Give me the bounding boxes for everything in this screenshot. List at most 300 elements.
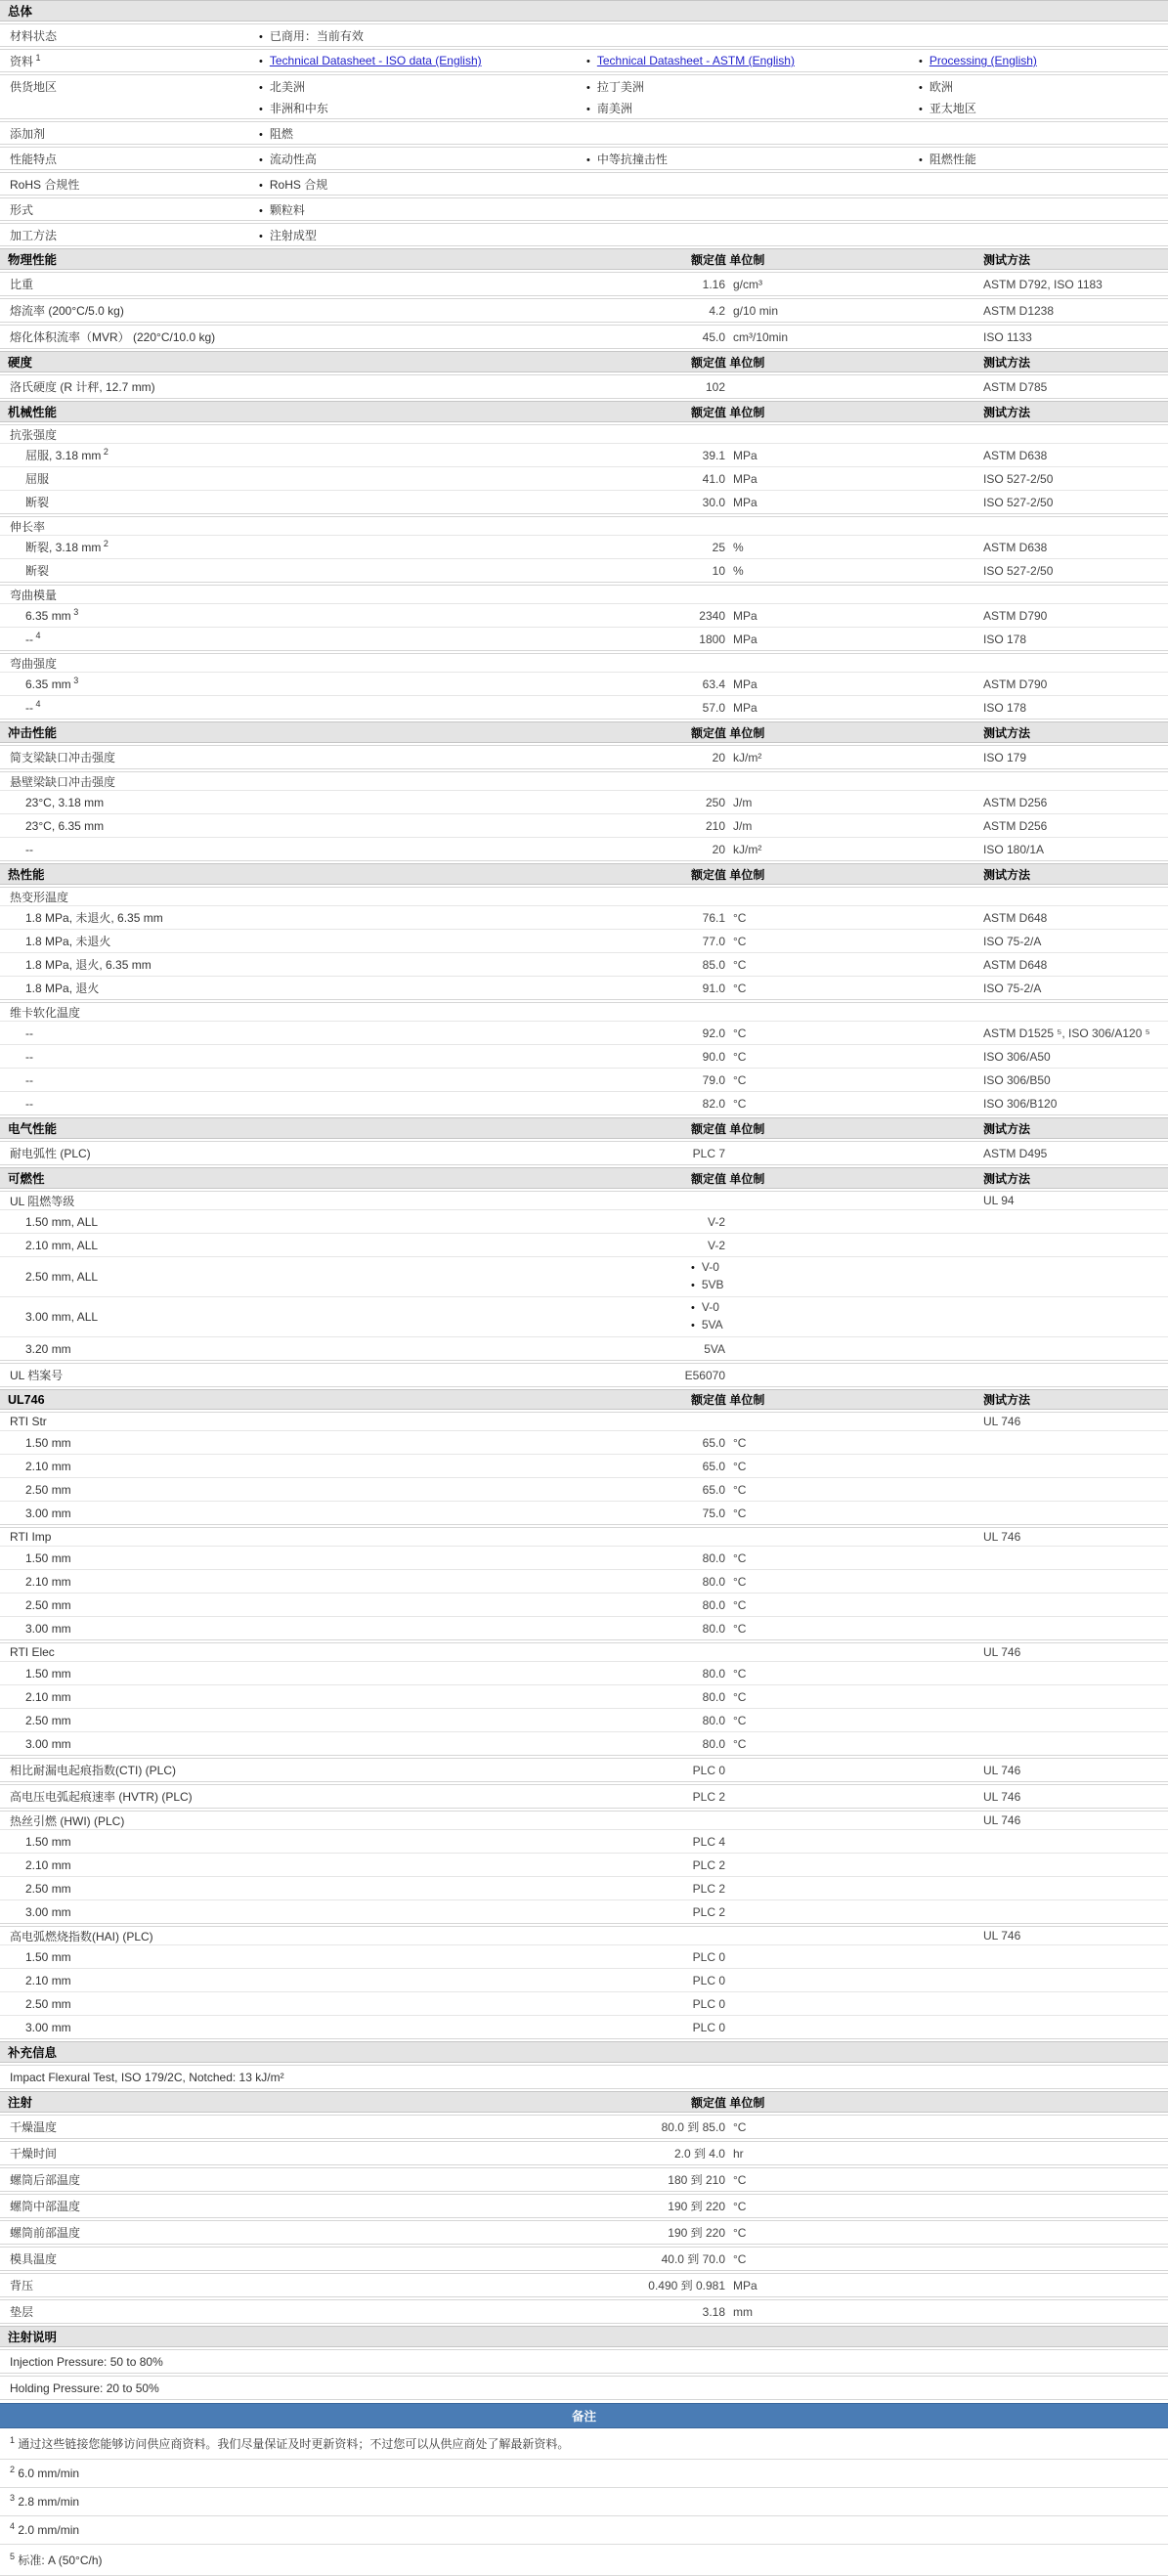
property-block [0,2273,1168,2297]
section-header [0,2326,1168,2347]
section-header [0,863,1168,885]
column-caption-test: 测试方法 [983,1171,1031,1186]
property-unit: °C [733,1666,747,1681]
property-row [0,2221,1168,2244]
property-label: 1.50 mm [25,1949,71,1964]
property-row [0,1477,1168,1501]
property-unit: °C [733,1713,747,1727]
general-item [249,100,577,116]
property-label-cell [0,2145,594,2161]
general-item-label: 非洲和中东 [269,101,328,115]
section-title: 物理性能 [8,253,58,267]
property-value: 80.0 [702,1621,725,1636]
property-row [0,2015,1168,2038]
value-list [594,1297,725,1336]
footnote-marker: 3 [10,2493,16,2503]
group-label-cell [0,1928,594,1944]
property-label-cell [0,1506,594,1520]
property-unit: °C [733,2199,747,2213]
property-value: 39.1 [702,448,725,462]
general-item-label: 亚太地区 [929,101,976,115]
property-label: UL 档案号 [10,1369,64,1382]
datasheet-link[interactable]: Processing (English) [929,54,1037,67]
footnote-marker: 4 [10,2521,16,2531]
property-block [0,272,1168,296]
property-label: 断裂, 3.18 mm [25,541,102,554]
property-unit: °C [733,1482,747,1497]
group-row [0,1192,1168,1209]
property-unit: °C [733,1072,747,1087]
property-unit: °C [733,1096,747,1111]
section-header [0,351,1168,372]
column-caption-nominal: 额定值 单位制 [691,355,765,370]
group-row [0,772,1168,790]
property-block [0,2194,1168,2218]
general-item-label: 拉丁美洲 [596,79,644,94]
footnote-text: 通过这些链接您能够访问供应商资料。我们尽量保证及时更新资料；不过您可以从供应商处了解最新资料。 [18,2437,570,2451]
property-row [0,558,1168,582]
test-method: ASTM D792, ISO 1183 [983,277,1103,291]
property-label-cell [0,378,594,395]
property-label-cell [0,2118,594,2135]
footnote [0,2516,1168,2545]
property-label: -- [25,842,33,856]
property-unit: °C [733,910,747,925]
footnote-marker: 2 [101,539,108,548]
property-row [0,1256,1168,1296]
property-label: 3.00 mm [25,2020,71,2034]
general-item [249,125,577,142]
property-value: 4.2 [709,303,725,318]
property-value: 80.0 [702,1736,725,1751]
test-method: ISO 75-2/A [983,981,1042,995]
section-header [0,2091,1168,2113]
property-unit: °C [733,1506,747,1520]
bullet-icon: • [919,153,923,166]
general-row [0,197,1168,221]
property-row [0,1296,1168,1336]
property-label: 垫层 [10,2305,34,2319]
property-label-cell [0,1097,594,1111]
property-value: 2.0 到 4.0 [673,2147,725,2161]
group-label-cell [0,1812,594,1829]
property-value: PLC 0 [692,1973,725,1987]
section-title: 注射 [8,2096,33,2110]
property-label: 2.50 mm [25,1996,71,2011]
test-method: ASTM D638 [983,540,1048,554]
property-value: 1.16 [702,277,725,291]
property-value: PLC 0 [692,1996,725,2011]
property-row [0,443,1168,466]
property-unit: °C [733,2172,747,2187]
property-row [0,299,1168,322]
property-row [0,672,1168,695]
general-item-label: 阻燃性能 [929,152,976,166]
property-value: 5VB [701,1278,724,1291]
property-value: V-2 [707,1214,725,1229]
property-label: 热丝引燃 (HWI) (PLC) [10,1813,125,1828]
general-item-label: 注射成型 [269,228,317,242]
general-item [577,54,909,67]
group-label-cell [0,773,594,790]
property-row [0,1899,1168,1923]
property-label-cell [0,843,594,856]
property-unit: MPa [733,495,757,509]
property-block [0,325,1168,349]
property-label: RTI Elec [10,1645,55,1659]
test-method: UL 746 [983,1645,1021,1659]
bullet-icon: • [259,230,263,242]
datasheet-link[interactable]: Technical Datasheet - ISO data (English) [269,54,482,67]
property-row [0,1546,1168,1569]
property-value: 102 [705,379,725,394]
property-row [0,1209,1168,1233]
column-caption-nominal: 额定值 单位制 [691,252,765,267]
bullet-icon: • [691,1262,695,1274]
property-label: 2.50 mm [25,1597,71,1612]
property-block [0,1784,1168,1809]
property-value: 79.0 [702,1072,725,1087]
general-row [0,49,1168,72]
property-row [0,952,1168,976]
property-label: 3.00 mm [25,1506,71,1520]
property-unit: °C [733,1550,747,1565]
property-unit: °C [733,2251,747,2266]
property-label-cell [0,2198,594,2214]
test-method: ASTM D638 [983,448,1048,462]
property-label: 高电压电弧起痕速率 (HVTR) (PLC) [10,1790,193,1804]
property-label-cell [0,1762,594,1778]
remarks-header: 备注 [0,2403,1168,2428]
section-header [0,1167,1168,1189]
bullet-icon: • [919,103,923,115]
property-label: 屈服, 3.18 mm [25,449,102,462]
property-unit: °C [733,1049,747,1064]
property-label-cell [0,1714,594,1727]
property-unit: MPa [733,632,757,646]
property-label: 维卡软化温度 [10,1005,81,1020]
text-block [0,2349,1168,2374]
property-unit: hr [733,2146,744,2161]
property-row [0,1091,1168,1114]
section-title: 补充信息 [8,2046,58,2060]
test-method: ISO 178 [983,632,1027,646]
property-label-cell [0,1690,594,1704]
test-method: ISO 179 [983,750,1027,764]
property-value: PLC 0 [692,1763,725,1777]
property-label: 2.10 mm [25,1857,71,1872]
property-unit: °C [733,1435,747,1450]
general-item-label: 流动性高 [269,152,317,166]
general-line [0,50,1168,71]
property-label-cell [0,1436,594,1450]
footnote-marker: 4 [33,698,41,709]
property-label: 比重 [10,278,34,291]
section-title: 机械性能 [8,406,58,419]
text-label: Holding Pressure: 20 to 50% [10,2380,159,2395]
footnote-marker: 1 [10,2435,16,2445]
property-unit: MPa [733,700,757,715]
bullet-icon: • [586,153,590,166]
property-row [0,2195,1168,2217]
property-unit: mm [733,2304,753,2319]
text-block [0,2376,1168,2400]
section-title: 热性能 [8,868,45,882]
general-line [0,97,1168,118]
property-block [0,2247,1168,2271]
general-label-cell [0,78,249,95]
test-method: ISO 180/1A [983,842,1045,856]
property-label: -- [25,1049,33,1064]
property-label: 1.50 mm [25,1550,71,1565]
property-block [0,1141,1168,1165]
text-block [0,2065,1168,2089]
general-item [909,151,1168,167]
section-header [0,248,1168,270]
general-label-cell [0,125,249,142]
footnote-text: 标准: A (50°C/h) [18,2554,103,2567]
property-label: 3.00 mm, ALL [25,1310,99,1324]
bullet-icon: • [586,81,590,94]
group-row [0,1643,1168,1661]
property-value: V-0 [701,1260,719,1274]
test-method: UL 746 [983,1415,1021,1428]
property-label: 3.00 mm [25,1621,71,1636]
section-title: 冲击性能 [8,726,58,740]
datasheet-link[interactable]: Technical Datasheet - ASTM (English) [596,54,795,67]
property-label-cell [0,1026,594,1040]
property-group [0,1412,1168,1525]
property-value: 65.0 [702,1435,725,1450]
property-label: 2.50 mm [25,1482,71,1497]
property-unit: g/10 min [733,303,779,318]
property-unit: °C [733,957,747,972]
property-label-cell [0,1788,594,1805]
property-unit: °C [733,1736,747,1751]
property-block [0,374,1168,399]
property-value: PLC 2 [692,1857,725,1872]
property-block [0,2220,1168,2245]
property-row [0,1454,1168,1477]
property-value: PLC 4 [692,1834,725,1849]
property-label: 1.50 mm [25,1666,71,1681]
property-row [0,790,1168,813]
property-group [0,887,1168,1000]
property-label-cell [0,1270,594,1284]
general-item-label: 中等抗撞击性 [596,152,668,166]
property-row [0,2116,1168,2138]
property-row [0,1616,1168,1639]
general-item-label: 欧洲 [929,79,953,94]
property-row [0,1944,1168,1968]
property-row [0,1731,1168,1755]
test-method: ASTM D256 [983,818,1048,833]
property-row [0,1430,1168,1454]
column-caption-test: 测试方法 [983,1393,1031,1407]
property-group [0,516,1168,583]
test-method: ISO 306/A50 [983,1049,1051,1064]
value-list-item [691,1317,725,1334]
property-label: 1.8 MPa, 退火 [25,982,100,995]
property-unit: J/m [733,795,753,809]
property-label-cell [0,2224,594,2241]
text-row [0,2350,1168,2373]
property-row [0,1991,1168,2015]
property-label: 弯曲模量 [10,588,58,602]
property-label-cell [0,1622,594,1636]
value-list [594,1257,725,1296]
property-unit: °C [733,2225,747,2240]
test-method: UL 746 [983,1530,1021,1544]
property-value: 63.4 [702,677,725,691]
bullet-icon: • [919,56,923,67]
section-title: UL746 [8,1392,45,1407]
bullet-icon: • [259,153,263,166]
general-item [249,201,577,218]
property-unit: % [733,563,744,578]
column-caption-test: 测试方法 [983,725,1031,740]
property-label-cell [0,276,594,292]
test-method: ASTM D1238 [983,303,1055,318]
group-label-cell [0,587,594,603]
property-label-cell [0,606,594,623]
property-row [0,1593,1168,1616]
property-label: 1.8 MPa, 未退火, 6.35 mm [25,911,163,925]
general-item-label: 已商用：当前有效 [269,28,364,43]
property-label-cell [0,328,594,345]
property-value: 90.0 [702,1049,725,1064]
property-label-cell [0,2277,594,2293]
property-value: 80.0 [702,1666,725,1681]
property-label: -- [25,1072,33,1087]
property-label-cell [0,1310,594,1324]
group-label-cell [0,1415,594,1428]
section-title: 硬度 [8,356,33,370]
property-value: 2340 [699,608,725,623]
section-header [0,401,1168,422]
property-block [0,745,1168,769]
property-label: 螺筒后部温度 [10,2173,81,2187]
general-item-label: 阻燃 [269,126,293,141]
property-label-cell [0,302,594,319]
property-row [0,1233,1168,1256]
property-label-cell [0,1882,594,1896]
general-line [0,173,1168,195]
property-label-cell [0,1073,594,1087]
test-method: ASTM D785 [983,379,1048,394]
test-method: ISO 75-2/A [983,934,1042,948]
general-row [0,121,1168,145]
general-item [577,78,909,95]
general-line [0,24,1168,46]
bullet-icon: • [259,179,263,192]
property-value: 25 [712,540,725,554]
footnote-marker: 3 [70,675,79,685]
column-caption-nominal: 额定值 单位制 [691,1121,765,1136]
property-label-cell [0,1858,594,1872]
property-label: 3.00 mm [25,1904,71,1919]
footnote [0,2428,1168,2460]
property-row [0,1021,1168,1044]
property-label: 熔化体积流率（MVR） (220°C/10.0 kg) [10,330,216,344]
footnote-marker: 5 [10,2552,16,2561]
property-row [0,837,1168,860]
property-label-cell [0,1950,594,1964]
property-row [0,326,1168,348]
property-row [0,2274,1168,2296]
property-unit: MPa [733,677,757,691]
general-line [0,224,1168,245]
property-group [0,424,1168,514]
property-group [0,771,1168,861]
test-method: UL 746 [983,1929,1021,1943]
property-row [0,2168,1168,2191]
property-label: 1.8 MPa, 未退火 [25,935,111,948]
property-label: 热变形温度 [10,890,69,904]
bullet-icon: • [259,56,263,67]
group-row [0,1927,1168,1944]
general-item [249,176,577,193]
general-row [0,23,1168,47]
property-label: -- [25,700,33,715]
property-value: 250 [705,795,725,809]
property-label: 2.10 mm [25,1973,71,1987]
property-label-cell [0,447,594,463]
value-list-item [691,1277,725,1294]
general-label-cell [0,227,249,243]
property-label-cell [0,562,594,579]
property-row [0,746,1168,768]
general-item [577,151,909,167]
column-caption-nominal: 额定值 单位制 [691,405,765,419]
general-item-label: 颗粒料 [269,202,305,217]
property-group [0,1811,1168,1924]
property-label-cell [0,1905,594,1919]
property-label: 性能特点 [10,152,58,166]
property-label-cell [0,1239,594,1252]
bullet-icon: • [259,30,263,43]
property-label: 加工方法 [10,228,58,242]
value-list-item [691,1299,725,1317]
group-label-cell [0,518,594,535]
property-block [0,1363,1168,1387]
general-label-cell [0,53,249,69]
general-item [249,54,577,67]
property-label-cell [0,677,594,691]
bullet-icon: • [259,128,263,141]
property-label: UL 阻燃等级 [10,1194,75,1208]
group-row [0,425,1168,443]
general-row [0,74,1168,119]
property-unit: °C [733,1597,747,1612]
property-value: 75.0 [702,1506,725,1520]
property-unit: °C [733,1621,747,1636]
property-value: 10 [712,563,725,578]
property-value: 85.0 [702,957,725,972]
property-unit: MPa [733,448,757,462]
general-row [0,147,1168,170]
bullet-icon: • [586,103,590,115]
test-method: ISO 306/B50 [983,1072,1051,1087]
property-label: 2.50 mm, ALL [25,1270,99,1284]
footnote-marker: 2 [101,447,108,457]
property-label-cell [0,698,594,715]
property-row [0,375,1168,398]
property-value: 91.0 [702,981,725,995]
group-row [0,586,1168,603]
property-row [0,1569,1168,1593]
property-block [0,2115,1168,2139]
